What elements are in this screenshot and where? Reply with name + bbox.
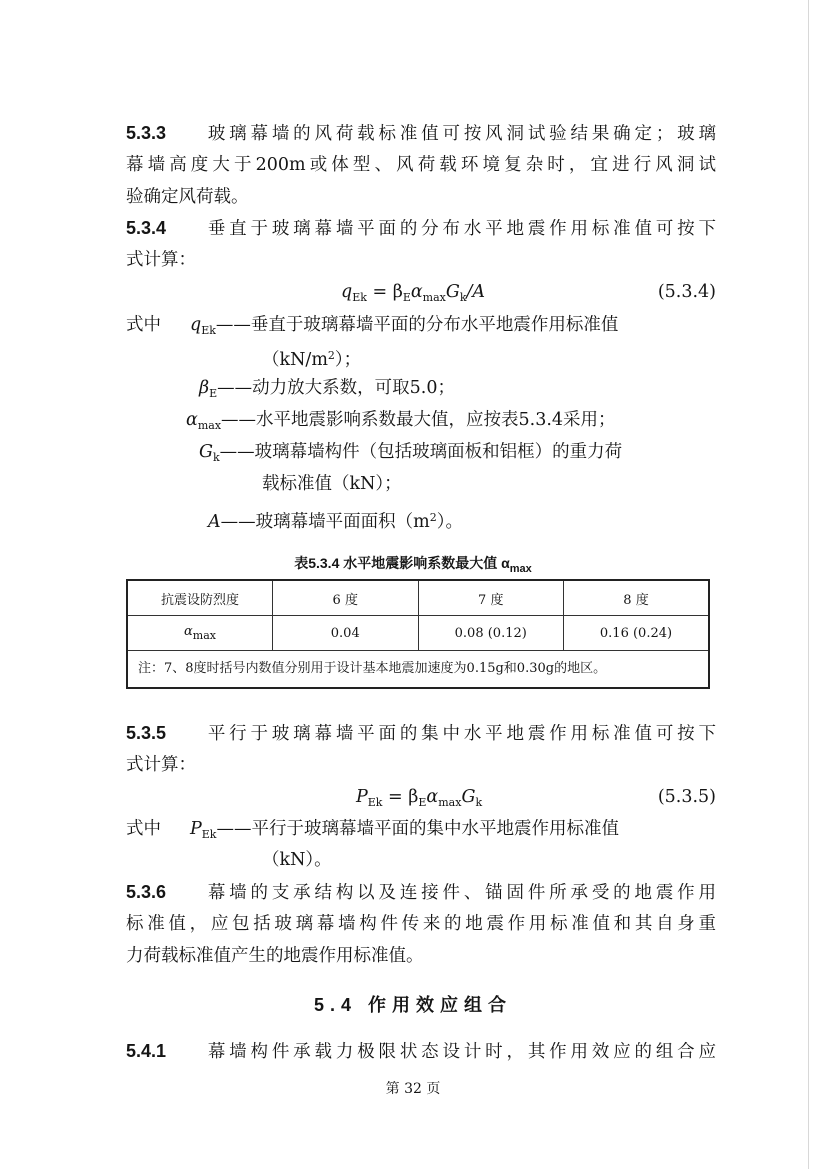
eq-symbol: G bbox=[445, 282, 460, 302]
clause-text: 幕墙的支承结构以及连接件、锚固件所承受的地震作用 bbox=[204, 883, 716, 903]
clause-number: 5.4.1 bbox=[126, 1041, 167, 1061]
clause-text: 式计算： bbox=[126, 250, 196, 270]
def-symbol: A bbox=[208, 512, 221, 532]
table-title-sub: max bbox=[509, 563, 532, 575]
table-header-cell: 8 度 bbox=[564, 580, 710, 616]
clause-5-3-3-line-2 bbox=[126, 154, 716, 176]
def-alpha-max bbox=[186, 409, 616, 437]
def-symbol: G bbox=[199, 442, 213, 462]
cell-sub: max bbox=[192, 629, 216, 642]
def-a bbox=[208, 507, 463, 533]
eq-symbol: /A bbox=[466, 282, 486, 302]
clause-text: 玻璃幕墙的风荷载标准值可按风洞试验结果确定；玻璃 bbox=[204, 124, 716, 144]
clause-5-3-6-line-2 bbox=[126, 913, 716, 935]
eq-symbol: P bbox=[356, 787, 368, 807]
where-text: 式中 bbox=[126, 819, 161, 839]
def-text: （kN）。 bbox=[262, 850, 332, 870]
eq-sub: max bbox=[438, 796, 462, 809]
def-sub: E bbox=[209, 387, 218, 400]
eq-operator: = β bbox=[382, 787, 419, 807]
def-q-ek-cont bbox=[262, 345, 361, 371]
equation-5-3-4 bbox=[126, 281, 716, 305]
eq-sub: Ek bbox=[352, 291, 367, 304]
def-beta-e bbox=[199, 377, 455, 405]
def-p-ek-cont bbox=[262, 849, 332, 871]
def-symbol: P bbox=[190, 819, 202, 839]
def-g-k bbox=[199, 441, 622, 469]
table-header-row bbox=[127, 580, 709, 616]
equation-number: (5.3.5) bbox=[657, 787, 716, 807]
def-text: ——动力放大系数，可取5.0； bbox=[217, 378, 455, 398]
def-text: ——玻璃幕墙构件（包括玻璃面板和铝框）的重力荷 bbox=[219, 442, 623, 462]
eq-sub: E bbox=[402, 291, 411, 304]
clause-5-3-3-line-1 bbox=[126, 122, 716, 145]
section-heading-5-4: 5.4 作用效应组合 bbox=[313, 995, 513, 1015]
eq-symbol: q bbox=[341, 282, 353, 302]
def-text: ——垂直于玻璃幕墙平面的分布水平地震作用标准值 bbox=[215, 315, 619, 335]
def-text: ）。 bbox=[436, 512, 463, 532]
table-cell: 0.04 bbox=[273, 616, 419, 651]
alpha-max-table bbox=[126, 579, 710, 689]
def-sub: max bbox=[197, 419, 222, 432]
equation-body bbox=[341, 281, 485, 309]
where-label bbox=[126, 314, 161, 336]
def-sup: 2 bbox=[429, 511, 437, 524]
def-text: （kN/m bbox=[262, 350, 328, 370]
def-text: ——玻璃幕墙平面面积（m bbox=[220, 512, 430, 532]
def-symbol: β bbox=[199, 378, 210, 398]
def-text: ）； bbox=[334, 350, 362, 370]
def-text: ——水平地震影响系数最大值，应按表5.3.4采用； bbox=[221, 410, 616, 430]
clause-5-3-4-line-1 bbox=[126, 217, 716, 240]
clause-5-3-5-line-1 bbox=[126, 722, 716, 745]
def-text: 载标准值（kN）； bbox=[262, 474, 402, 494]
equation-5-3-5 bbox=[126, 786, 716, 810]
def-p-ek bbox=[190, 818, 619, 846]
clause-number: 5.3.3 bbox=[126, 123, 167, 143]
def-symbol: q bbox=[190, 315, 202, 335]
eq-symbol: G bbox=[461, 787, 476, 807]
clause-number: 5.3.4 bbox=[126, 218, 167, 238]
clause-text: 垂直于玻璃幕墙平面的分布水平地震作用标准值可按下 bbox=[204, 219, 716, 239]
clause-5-4-1-line-1 bbox=[126, 1040, 716, 1063]
where-text: 式中 bbox=[126, 315, 161, 335]
table-title bbox=[0, 553, 826, 575]
def-sub: k bbox=[212, 451, 220, 464]
def-text: ——平行于玻璃幕墙平面的集中水平地震作用标准值 bbox=[216, 819, 619, 839]
table-title-text: 表5.3.4 水平地震影响系数最大值 α bbox=[294, 555, 510, 571]
def-q-ek bbox=[190, 314, 618, 342]
clause-5-3-5-line-2 bbox=[126, 754, 196, 776]
clause-number: 5.3.6 bbox=[126, 882, 167, 902]
table-header-cell: 抗震设防烈度 bbox=[127, 580, 273, 616]
table-note-row bbox=[127, 651, 709, 689]
table-cell bbox=[127, 616, 273, 651]
clause-text: 平行于玻璃幕墙平面的集中水平地震作用标准值可按下 bbox=[204, 724, 716, 744]
def-symbol: α bbox=[186, 410, 198, 430]
table-note: 注：7、8度时括号内数值分别用于设计基本地震加速度为0.15g和0.30g的地区。 bbox=[127, 651, 709, 689]
table-header-cell: 6 度 bbox=[273, 580, 419, 616]
where-label-2 bbox=[126, 818, 161, 840]
table-cell: 0.08 (0.12) bbox=[418, 616, 564, 651]
eq-sub: E bbox=[418, 796, 427, 809]
equation-number: (5.3.4) bbox=[657, 282, 716, 302]
clause-5-3-6-line-3 bbox=[126, 945, 424, 967]
eq-sub: k bbox=[475, 796, 483, 809]
def-sub: Ek bbox=[201, 324, 216, 337]
eq-sub: k bbox=[459, 291, 467, 304]
clause-5-3-6-line-1 bbox=[126, 881, 716, 904]
eq-symbol: α bbox=[410, 282, 423, 302]
def-g-k-cont bbox=[262, 473, 402, 495]
clause-text: 力荷载标准值产生的地震作用标准值。 bbox=[126, 946, 424, 966]
def-sup: 2 bbox=[327, 349, 335, 362]
equation-body bbox=[356, 786, 482, 814]
clause-text: 幕墙高度大于200m或体型、风荷载环境复杂时，宜进行风洞试 bbox=[126, 155, 716, 175]
page-footer: 第 32 页 bbox=[385, 1081, 441, 1097]
clause-5-3-3-line-3 bbox=[126, 186, 249, 208]
eq-operator: = β bbox=[366, 282, 403, 302]
eq-sub: Ek bbox=[367, 796, 383, 809]
table-row bbox=[127, 616, 709, 651]
eq-sub: max bbox=[422, 291, 446, 304]
clause-number: 5.3.5 bbox=[126, 723, 167, 743]
clause-text: 验确定风荷载。 bbox=[126, 187, 249, 207]
clause-text: 式计算： bbox=[126, 755, 196, 775]
clause-text: 幕墙构件承载力极限状态设计时，其作用效应的组合应 bbox=[204, 1042, 716, 1062]
clause-5-3-4-line-2 bbox=[126, 249, 196, 271]
clause-text: 标准值，应包括玻璃幕墙构件传来的地震作用标准值和其自身重 bbox=[126, 914, 716, 934]
table-header-cell: 7 度 bbox=[418, 580, 564, 616]
eq-symbol: α bbox=[426, 787, 439, 807]
table-cell: 0.16 (0.24) bbox=[564, 616, 710, 651]
def-sub: Ek bbox=[201, 828, 217, 841]
cell-symbol: α bbox=[184, 624, 193, 639]
